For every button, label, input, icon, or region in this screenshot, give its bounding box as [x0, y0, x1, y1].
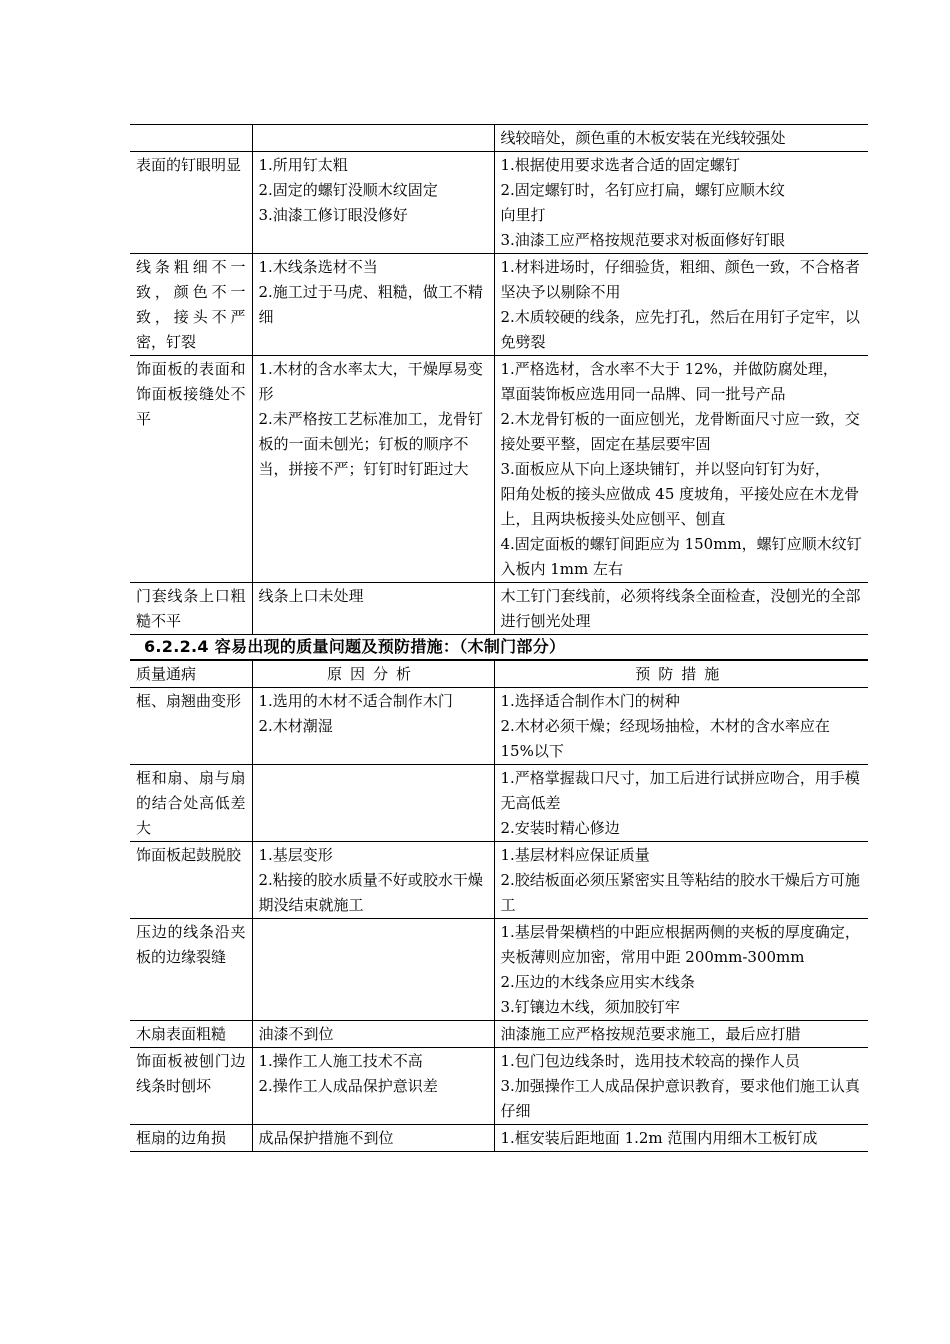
measures-line: 2.胶结板面必须压紧密实且等粘结的胶水干燥后方可施工 [500, 871, 860, 914]
table-row [130, 688, 868, 765]
cause-line: 1.所用钉太粗 [258, 156, 348, 174]
measures-cell [494, 688, 868, 765]
cause-line: 1.木材的含水率太大，干燥厚易变形 [258, 360, 483, 403]
cause-line: 1.选用的木材不适合制作木门 [258, 692, 453, 710]
issue-cell: 框、扇翘曲变形 [130, 688, 252, 765]
cause-cell [252, 254, 494, 356]
cause-cell [252, 125, 494, 152]
measures-line: 1.严格选材，含水率不大于 12%，并做防腐处理， [500, 360, 838, 378]
measures-cell [494, 152, 868, 254]
measures-line: 1.基层材料应保证质量 [500, 846, 650, 864]
measures-line: 1.基层骨架横档的中距应根据两侧的夹板的厚度确定，夹板薄则应加密，常用中距 200mm-300mm [500, 923, 860, 966]
measures-line: 1.选择适合制作木门的树种 [500, 692, 680, 710]
measures-line: 1.框安装后距地面 1.2m 范围内用细木工板钉成 [500, 1129, 818, 1147]
issue-cell: 木扇表面粗糙 [130, 1021, 252, 1048]
table-header-row [130, 661, 868, 688]
measures-line: 1.材料进场时，仔细验货，粗细、颜色一致，不合格者坚决予以剔除不用 [500, 258, 860, 301]
measures-line: 4.固定面板的螺钉间距应为 150mm，螺钉应顺木纹钉入板内 1mm 左右 [500, 535, 862, 578]
cause-cell [252, 688, 494, 765]
cause-line: 线条上口未处理 [258, 587, 364, 605]
cause-line: 2.粘接的胶水质量不好或胶水干燥期没结束就施工 [258, 871, 483, 914]
issue-cell: 门套线条上口粗糙不平 [130, 583, 252, 635]
cause-line: 2.施工过于马虎、粗糙，做工不精细 [258, 283, 483, 326]
cause-cell [252, 1125, 494, 1152]
table-row [130, 1021, 868, 1048]
measures-cell [494, 1125, 868, 1152]
cause-cell [252, 842, 494, 919]
issue-cell [130, 125, 252, 152]
cause-line: 3.油漆工修订眼没修好 [258, 206, 408, 224]
table-row [130, 356, 868, 583]
measures-cell [494, 919, 868, 1021]
measures-line: 木工钉门套线前，必须将线条全面检查，没刨光的全部进行刨光处理 [500, 587, 861, 630]
cause-line: 成品保护措施不到位 [258, 1129, 394, 1147]
header-measures: 预防措施 [494, 661, 868, 688]
document-page [130, 124, 868, 1152]
header-issue: 质量通病 [130, 661, 252, 688]
measures-cell [494, 1021, 868, 1048]
cause-cell [252, 1048, 494, 1125]
measures-line: 3.油漆工应严格按规范要求对板面修好钉眼 [500, 231, 785, 249]
measures-line: 1.包门包边线条时，选用技术较高的操作人员 [500, 1052, 800, 1070]
measures-line: 2.固定螺钉时，名钉应打扁，螺钉应顺木纹 [500, 181, 785, 199]
measures-line: 3.加强操作工人成品保护意识教育，要求他们施工认真仔细 [500, 1077, 860, 1120]
table-row [130, 583, 868, 635]
cause-line: 油漆不到位 [258, 1025, 334, 1043]
cause-line: 1.基层变形 [258, 846, 333, 864]
measures-cell [494, 1048, 868, 1125]
cause-cell [252, 356, 494, 583]
measures-line: 2.木龙骨钉板的一面应刨光，龙骨断面尺寸应一致，交接处要平整，固定在基层要牢固 [500, 410, 860, 453]
cause-cell [252, 765, 494, 842]
measures-line: 1.根据使用要求选者合适的固定螺钉 [500, 156, 740, 174]
table-row [130, 125, 868, 152]
issue-cell: 线条粗细不一致，颜色不一致，接头不严密，钉裂 [130, 254, 252, 356]
cause-line: 2.固定的螺钉没顺木纹固定 [258, 181, 438, 199]
cause-cell [252, 152, 494, 254]
measures-cell [494, 125, 868, 152]
issue-cell: 框扇的边角损 [130, 1125, 252, 1152]
table-row [130, 254, 868, 356]
cause-cell [252, 919, 494, 1021]
measures-cell [494, 583, 868, 635]
cause-line: 2.未严格按工艺标准加工，龙骨钉板的一面未刨光；钉板的顺序不当，拼接不严；钉钉时钉距过大 [258, 410, 483, 478]
measures-cell [494, 842, 868, 919]
table-row [130, 152, 868, 254]
issue-cell: 饰面板起鼓脱胶 [130, 842, 252, 919]
measures-line: 罩面装饰板应选用同一品牌、同一批号产品 [500, 385, 786, 403]
measures-cell [494, 254, 868, 356]
issue-cell: 饰面板被刨门边线条时刨坏 [130, 1048, 252, 1125]
measures-line: 阳角处板的接头应做成 45 度坡角，平接处应在木龙骨上，且两块板接头处应刨平、刨直 [500, 485, 860, 528]
cause-line: 2.木材潮湿 [258, 717, 333, 735]
cause-line: 1.操作工人施工技术不高 [258, 1052, 423, 1070]
measures-cell [494, 765, 868, 842]
issue-cell: 框和扇、扇与扇的结合处高低差大 [130, 765, 252, 842]
table-row [130, 765, 868, 842]
table-row [130, 919, 868, 1021]
issue-cell: 表面的钉眼明显 [130, 152, 252, 254]
measures-line: 2.安装时精心修边 [500, 819, 620, 837]
issue-cell: 压边的线条沿夹板的边缘裂缝 [130, 919, 252, 1021]
cause-line: 2.操作工人成品保护意识差 [258, 1077, 438, 1095]
measures-line: 2.木材必须干燥；经现场抽检，木材的含水率应在 15%以下 [500, 717, 830, 760]
measures-line: 2.压边的木线条应用实木线条 [500, 973, 695, 991]
issue-cell: 饰面板的表面和饰面板接缝处不平 [130, 356, 252, 583]
table-row [130, 1125, 868, 1152]
measures-line: 3.钉镶边木线，须加胶钉牢 [500, 998, 680, 1016]
cause-cell [252, 1021, 494, 1048]
quality-table-wood-panels [130, 124, 868, 635]
measures-line: 2.木质较硬的线条，应先打孔，然后在用钉子定牢，以免劈裂 [500, 308, 860, 351]
header-cause: 原因分析 [252, 661, 494, 688]
measures-cell [494, 356, 868, 583]
quality-table-wood-doors [130, 661, 868, 1152]
table-row [130, 1048, 868, 1125]
section-heading: 6.2.2.4 容易出现的质量问题及预防措施：（木制门部分） [130, 635, 868, 661]
measures-line: 线较暗处，颜色重的木板安装在光线较强处 [500, 129, 786, 147]
cause-line: 1.木线条选材不当 [258, 258, 378, 276]
cause-cell [252, 583, 494, 635]
measures-line: 1.严格掌握裁口尺寸，加工后进行试拼应吻合，用手模无高低差 [500, 769, 860, 812]
measures-line: 向里打 [500, 206, 546, 224]
measures-line: 3.面板应从下向上逐块铺钉，并以竖向钉钉为好， [500, 460, 830, 478]
table-row [130, 842, 868, 919]
measures-line: 油漆施工应严格按规范要求施工，最后应打腊 [500, 1025, 801, 1043]
